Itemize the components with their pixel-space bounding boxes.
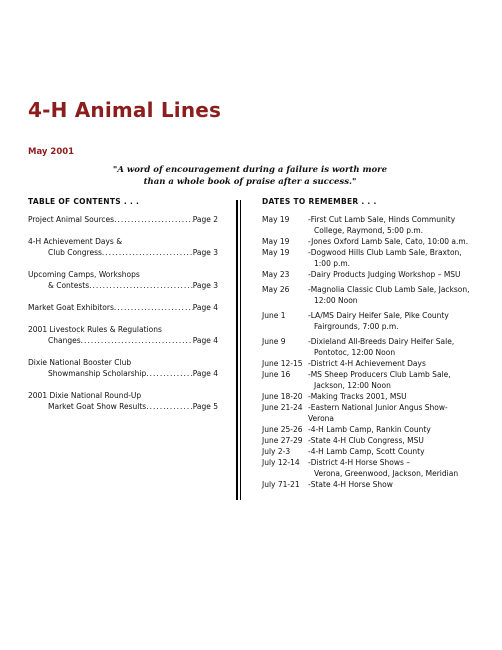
toc-page-number: Page 2 [192,215,218,224]
event-text [308,236,472,247]
page-title: 4-H Animal Lines [28,98,222,122]
date-item [262,310,472,332]
toc-line [28,214,218,225]
date-item [262,424,472,435]
date-label: May 19 [262,215,290,224]
toc-line [28,247,218,258]
toc-entry[interactable] [28,324,218,346]
date-label: June 9 [262,337,286,346]
toc-entry-label: & Contests [48,281,90,290]
event-text [308,214,472,236]
toc-page-number: Page 3 [192,248,218,257]
date-item [262,457,472,479]
date-item [262,435,472,446]
event-line: -Eastern National Junior Angus Show-Verona [308,403,448,423]
date-item [262,446,472,457]
event-text [308,284,472,306]
toc-entry[interactable] [28,302,218,313]
quote-line: than a whole book of praise after a success." [143,177,357,187]
date-label: July 2-3 [262,447,291,456]
toc-entry[interactable] [28,269,218,291]
date-label: June 12-15 [262,359,303,368]
event-text [308,358,472,369]
event-line: -Dixieland All-Breeds Dairy Heifer Sale, [308,337,455,346]
toc-entry-label: Dixie National Booster Club [28,358,132,367]
event-text [308,457,472,479]
date-item [262,269,472,280]
date-label: June 21-24 [262,403,303,412]
date-item [262,284,472,306]
toc-line [28,390,218,401]
event-line: -State 4-H Horse Show [308,480,393,489]
quote-line: "A word of encouragement during a failure is worth more [112,165,388,175]
quote [100,164,400,188]
date-label: May 26 [262,285,290,294]
toc-entry-label: Market Goat Show Results [48,402,147,411]
event-text [308,424,472,435]
date-label: June 27-29 [262,436,303,445]
event-line: -4-H Lamb Camp, Rankin County [308,425,431,434]
event-line: -LA/MS Dairy Heifer Sale, Pike County [308,311,449,320]
event-line-continued: College, Raymond, 5:00 p.m. [314,226,424,235]
toc-entry-label: Showmanship Scholarship [48,369,147,378]
toc-page-number: Page 4 [192,303,218,312]
toc-line [28,401,218,412]
dates-list [262,214,472,490]
event-line: -Making Tracks 2001, MSU [308,392,407,401]
date-label: May 19 [262,248,290,257]
event-line: -District 4-H Horse Shows – [308,458,411,467]
toc-entry[interactable] [28,214,218,225]
event-text [308,391,472,402]
date-item [262,214,472,236]
event-text [308,479,472,490]
toc-leader-dots [146,401,192,412]
date-label: July 12-14 [262,458,300,467]
toc-page-number: Page 5 [192,402,218,411]
toc-leader-dots [114,302,193,313]
toc-line [28,324,218,335]
table-of-contents [28,214,218,423]
event-line: -Jones Oxford Lamb Sale, Cato, 10:00 a.m. [308,237,469,246]
event-text [308,310,472,332]
event-line: -MS Sheep Producers Club Lamb Sale, [308,370,451,379]
toc-entry-label: Upcoming Camps, Workshops [28,270,140,279]
toc-leader-dots [102,247,193,258]
date-label: July 71-21 [262,480,300,489]
event-text [308,369,472,391]
date-item [262,391,472,402]
event-line: -State 4-H Club Congress, MSU [308,436,424,445]
event-line: -4-H Lamb Camp, Scott County [308,447,425,456]
date-item [262,479,472,490]
date-item [262,369,472,391]
date-item [262,402,472,424]
toc-entry-label: 4-H Achievement Days & [28,237,123,246]
event-line-continued: Pontotoc, 12:00 Noon [314,348,396,357]
toc-page-number: Page 3 [192,281,218,290]
event-text [308,336,472,358]
date-label: June 25-26 [262,425,303,434]
event-line-continued: 1:00 p.m. [314,259,351,268]
toc-entry-label: Club Congress [48,248,102,257]
toc-line [28,335,218,346]
toc-heading: TABLE OF CONTENTS . . . [28,197,140,206]
event-text [308,402,472,424]
toc-page-number: Page 4 [192,336,218,345]
toc-leader-dots [146,368,192,379]
toc-leader-dots [81,335,193,346]
event-text [308,247,472,269]
toc-page-number: Page 4 [192,369,218,378]
event-text [308,446,472,457]
toc-line [28,302,218,313]
event-line-continued: Verona, Greenwood, Jackson, Meridian [314,469,459,478]
date-item [262,336,472,358]
toc-leader-dots [89,280,193,291]
toc-line [28,280,218,291]
date-item [262,358,472,369]
event-line: -Dairy Products Judging Workshop – MSU [308,270,461,279]
toc-entry-label: Changes [48,336,81,345]
event-line: -Magnolia Classic Club Lamb Sale, Jackson, [308,285,470,294]
toc-line [28,368,218,379]
toc-entry-label: Project Animal Sources [28,215,115,224]
dates-heading: DATES TO REMEMBER . . . [262,197,377,206]
toc-line [28,357,218,368]
toc-entry[interactable] [28,236,218,258]
date-label: May 23 [262,270,290,279]
date-item [262,247,472,269]
date-label: June 18-20 [262,392,303,401]
toc-entry[interactable] [28,357,218,379]
event-text [308,269,472,280]
toc-entry[interactable] [28,390,218,412]
event-text [308,435,472,446]
event-line-continued: Jackson, 12:00 Noon [314,381,391,390]
issue-date: May 2001 [28,147,75,157]
column-divider [236,200,242,500]
date-item [262,236,472,247]
event-line-continued: Fairgrounds, 7:00 p.m. [314,322,399,331]
date-label: June 1 [262,311,286,320]
toc-entry-label: 2001 Dixie National Round-Up [28,391,142,400]
toc-line [28,269,218,280]
toc-entry-label: Market Goat Exhibitors [28,303,114,312]
toc-entry-label: 2001 Livestock Rules & Regulations [28,325,162,334]
event-line: -District 4-H Achievement Days [308,359,426,368]
event-line-continued: 12:00 Noon [314,296,358,305]
toc-leader-dots [114,214,193,225]
date-label: June 16 [262,370,291,379]
event-line: -Dogwood Hills Club Lamb Sale, Braxton, [308,248,462,257]
toc-line [28,236,218,247]
date-label: May 19 [262,237,290,246]
event-line: -First Cut Lamb Sale, Hinds Community [308,215,456,224]
